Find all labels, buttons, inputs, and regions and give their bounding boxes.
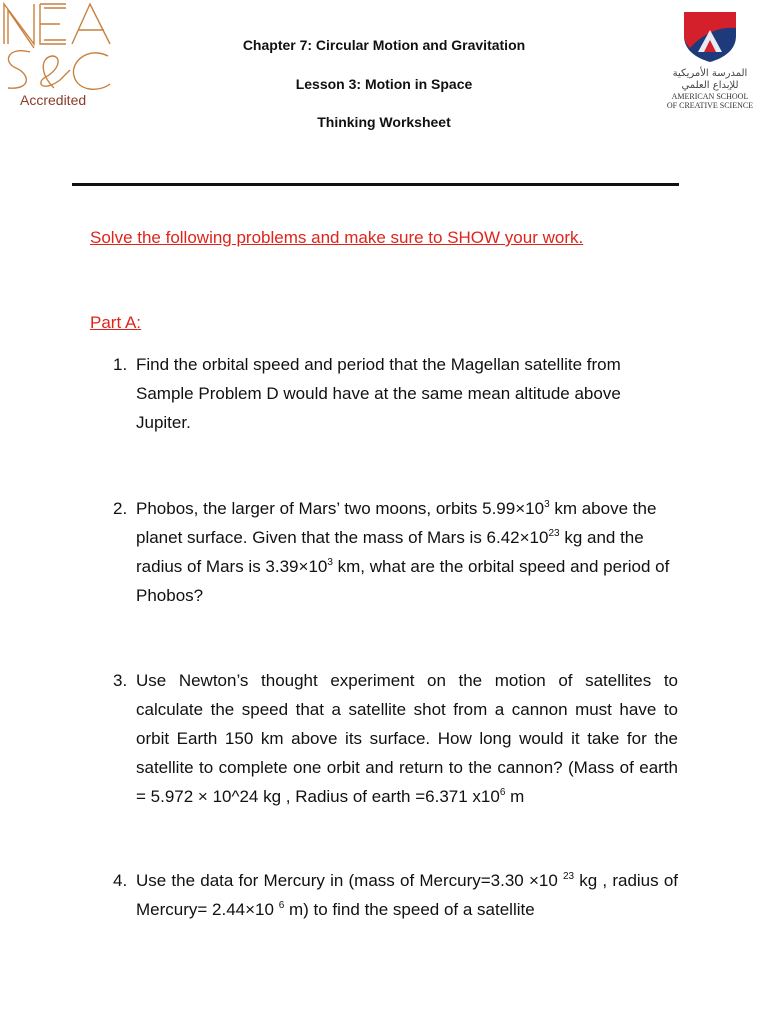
question-number: 4. — [113, 871, 128, 890]
lesson-title: Lesson 3: Motion in Space — [295, 76, 473, 92]
crest-icon — [680, 8, 740, 64]
instructions: Solve the following problems and make sure to SHOW your work. — [90, 228, 584, 247]
question-2 — [113, 494, 678, 610]
question-4 — [113, 866, 678, 924]
question-text: Use Newton’s thought experiment on the motion of satellites to calculate the speed that a satellite shot from a cannon must have to orbit Earth 150 km above its surface. How long would it take for the satellite to complete one orbit and return to the cannon? (Mass of earth = 5.972 × 10^24 kg , Radius of earth =6.371 $x10^6$ m — [136, 671, 678, 806]
school-name-english — [660, 92, 760, 110]
chapter-title: Chapter 7: Circular Motion and Gravitation — [242, 37, 526, 53]
school-name-line-2: OF CREATIVE SCIENCE — [666, 101, 754, 110]
question-number: 3. — [113, 671, 128, 690]
part-label: Part A: — [90, 313, 142, 332]
accredited-caption: Accredited — [20, 92, 87, 108]
question-text: Use the data for Mercury in (mass of Mercury=3.30 ×10 $^{23}$ kg , radius of Mercury= 2.44×10 $^6$ m) to find the speed of a satellite — [136, 871, 678, 919]
arabic-line-1: المدرسة الأمريكية — [672, 68, 748, 79]
school-logo — [660, 8, 760, 116]
question-number: 2. — [113, 499, 128, 518]
question-number: 1. — [113, 355, 128, 374]
question-text: Phobos, the larger of Mars’ two moons, orbits $5.99\times 10^3$ km above the planet surface. Given that the mass of Mars is $6.42\times 10^{23}$ kg and the radius of Mars is $3.39\times 10^3$ km, what are the orbital speed and period of Phobos? — [136, 499, 670, 605]
worksheet-title: Thinking Worksheet — [317, 114, 451, 130]
question-text: Find the orbital speed and period that the Magellan satellite from Sample Problem D would have at the same mean altitude above Jupiter. — [136, 355, 621, 432]
school-name-arabic — [660, 68, 760, 92]
question-1 — [113, 350, 678, 437]
neasc-accredited-logo — [0, 0, 118, 112]
school-name-line-1: AMERICAN SCHOOL — [671, 92, 749, 101]
header-divider — [72, 183, 679, 186]
arabic-line-2: للإبداع العلمي — [681, 80, 739, 91]
question-3 — [113, 666, 678, 811]
